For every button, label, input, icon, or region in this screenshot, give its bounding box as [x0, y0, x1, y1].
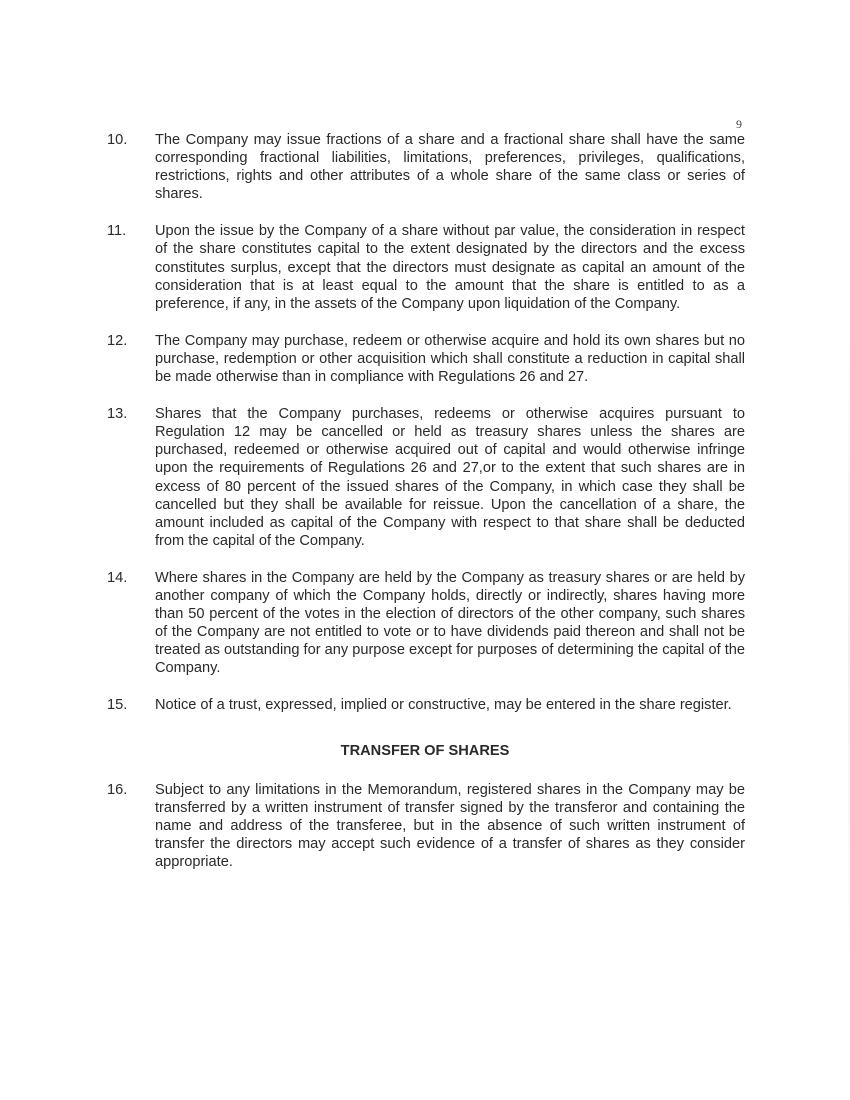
- section-heading: TRANSFER OF SHARES: [340, 742, 510, 759]
- clause-text: Subject to any limitations in the Memorandum, registered shares in the Company may be transferred by a written instrument of transfer signed by the transferor and containing the name and address of the transferee, but in the absence of such written instrument of transfer the directors may accept such evidence of a transfer of shares as they consider appropriate.: [155, 781, 745, 870]
- clause-text: The Company may issue fractions of a share and a fractional share shall have the same corresponding fractional liabilities, limitations, preferences, privileges, qualifications, restrictions, rights and other attributes of a whole share of the same class or series of shares.: [155, 132, 745, 203]
- clause-number: 12.: [107, 332, 128, 349]
- clause-number: 10.: [107, 132, 128, 148]
- clause-13: [105, 405, 745, 550]
- clause-12: [105, 332, 745, 386]
- clause-text: Where shares in the Company are held by the Company as treasury shares or are held by another company of which the Company holds, directly or indirectly, shares having more than 50 percent of the votes in the election of directors of the other company, such shares of the Company are not entitled to vote or to have dividends paid thereon and shall not be treated as outstanding for any purpose except for purposes of determining the capital of the Company.: [155, 569, 745, 677]
- clause-10: [105, 131, 745, 203]
- clause-number: 15.: [107, 697, 128, 714]
- page-number: 9: [736, 117, 742, 131]
- clause-number: 11.: [107, 223, 127, 240]
- clause-number: 13.: [107, 406, 128, 423]
- clause-11: [105, 222, 745, 312]
- clause-text: Shares that the Company purchases, redeems or otherwise acquires pursuant to Regulation 12 may be cancelled or held as treasury shares unless the shares are purchased, redeemed or otherwise acquired out of capital and would otherwise infringe upon the requirements of Regulations 26 and 27,or to the extent that such shares are in excess of 80 percent of the issued shares of the Company, in which case they shall be cancelled but they shall be available for reissue. Upon the cancellation of a share, the amount included as capital of the Company with respect to that share shall be deducted from the capital of the Company.: [155, 406, 745, 549]
- clause-number: 16.: [107, 781, 128, 798]
- clause-text: Upon the issue by the Company of a share without par value, the consideration in respect of the share constitutes capital to the extent designated by the directors and the excess constitutes surplus, except that the directors must designate as capital an amount of the consideration that is at least equal to the amount that the share is entitled to as a preference, if any, in the assets of the Company upon liquidation of the Company.: [155, 223, 745, 312]
- clause-text: Notice of a trust, expressed, implied or constructive, may be entered in the share register.: [155, 697, 732, 714]
- clause-14: [105, 569, 745, 678]
- clause-number: 14.: [107, 569, 128, 586]
- clause-text: The Company may purchase, redeem or otherwise acquire and hold its own shares but no purchase, redemption or other acquisition which shall constitute a reduction in capital shall be made otherwise than in compliance with Regulations 26 and 27.: [155, 332, 745, 386]
- clause-15: [105, 696, 745, 714]
- document-body: [105, 131, 745, 890]
- clause-16: [105, 781, 745, 871]
